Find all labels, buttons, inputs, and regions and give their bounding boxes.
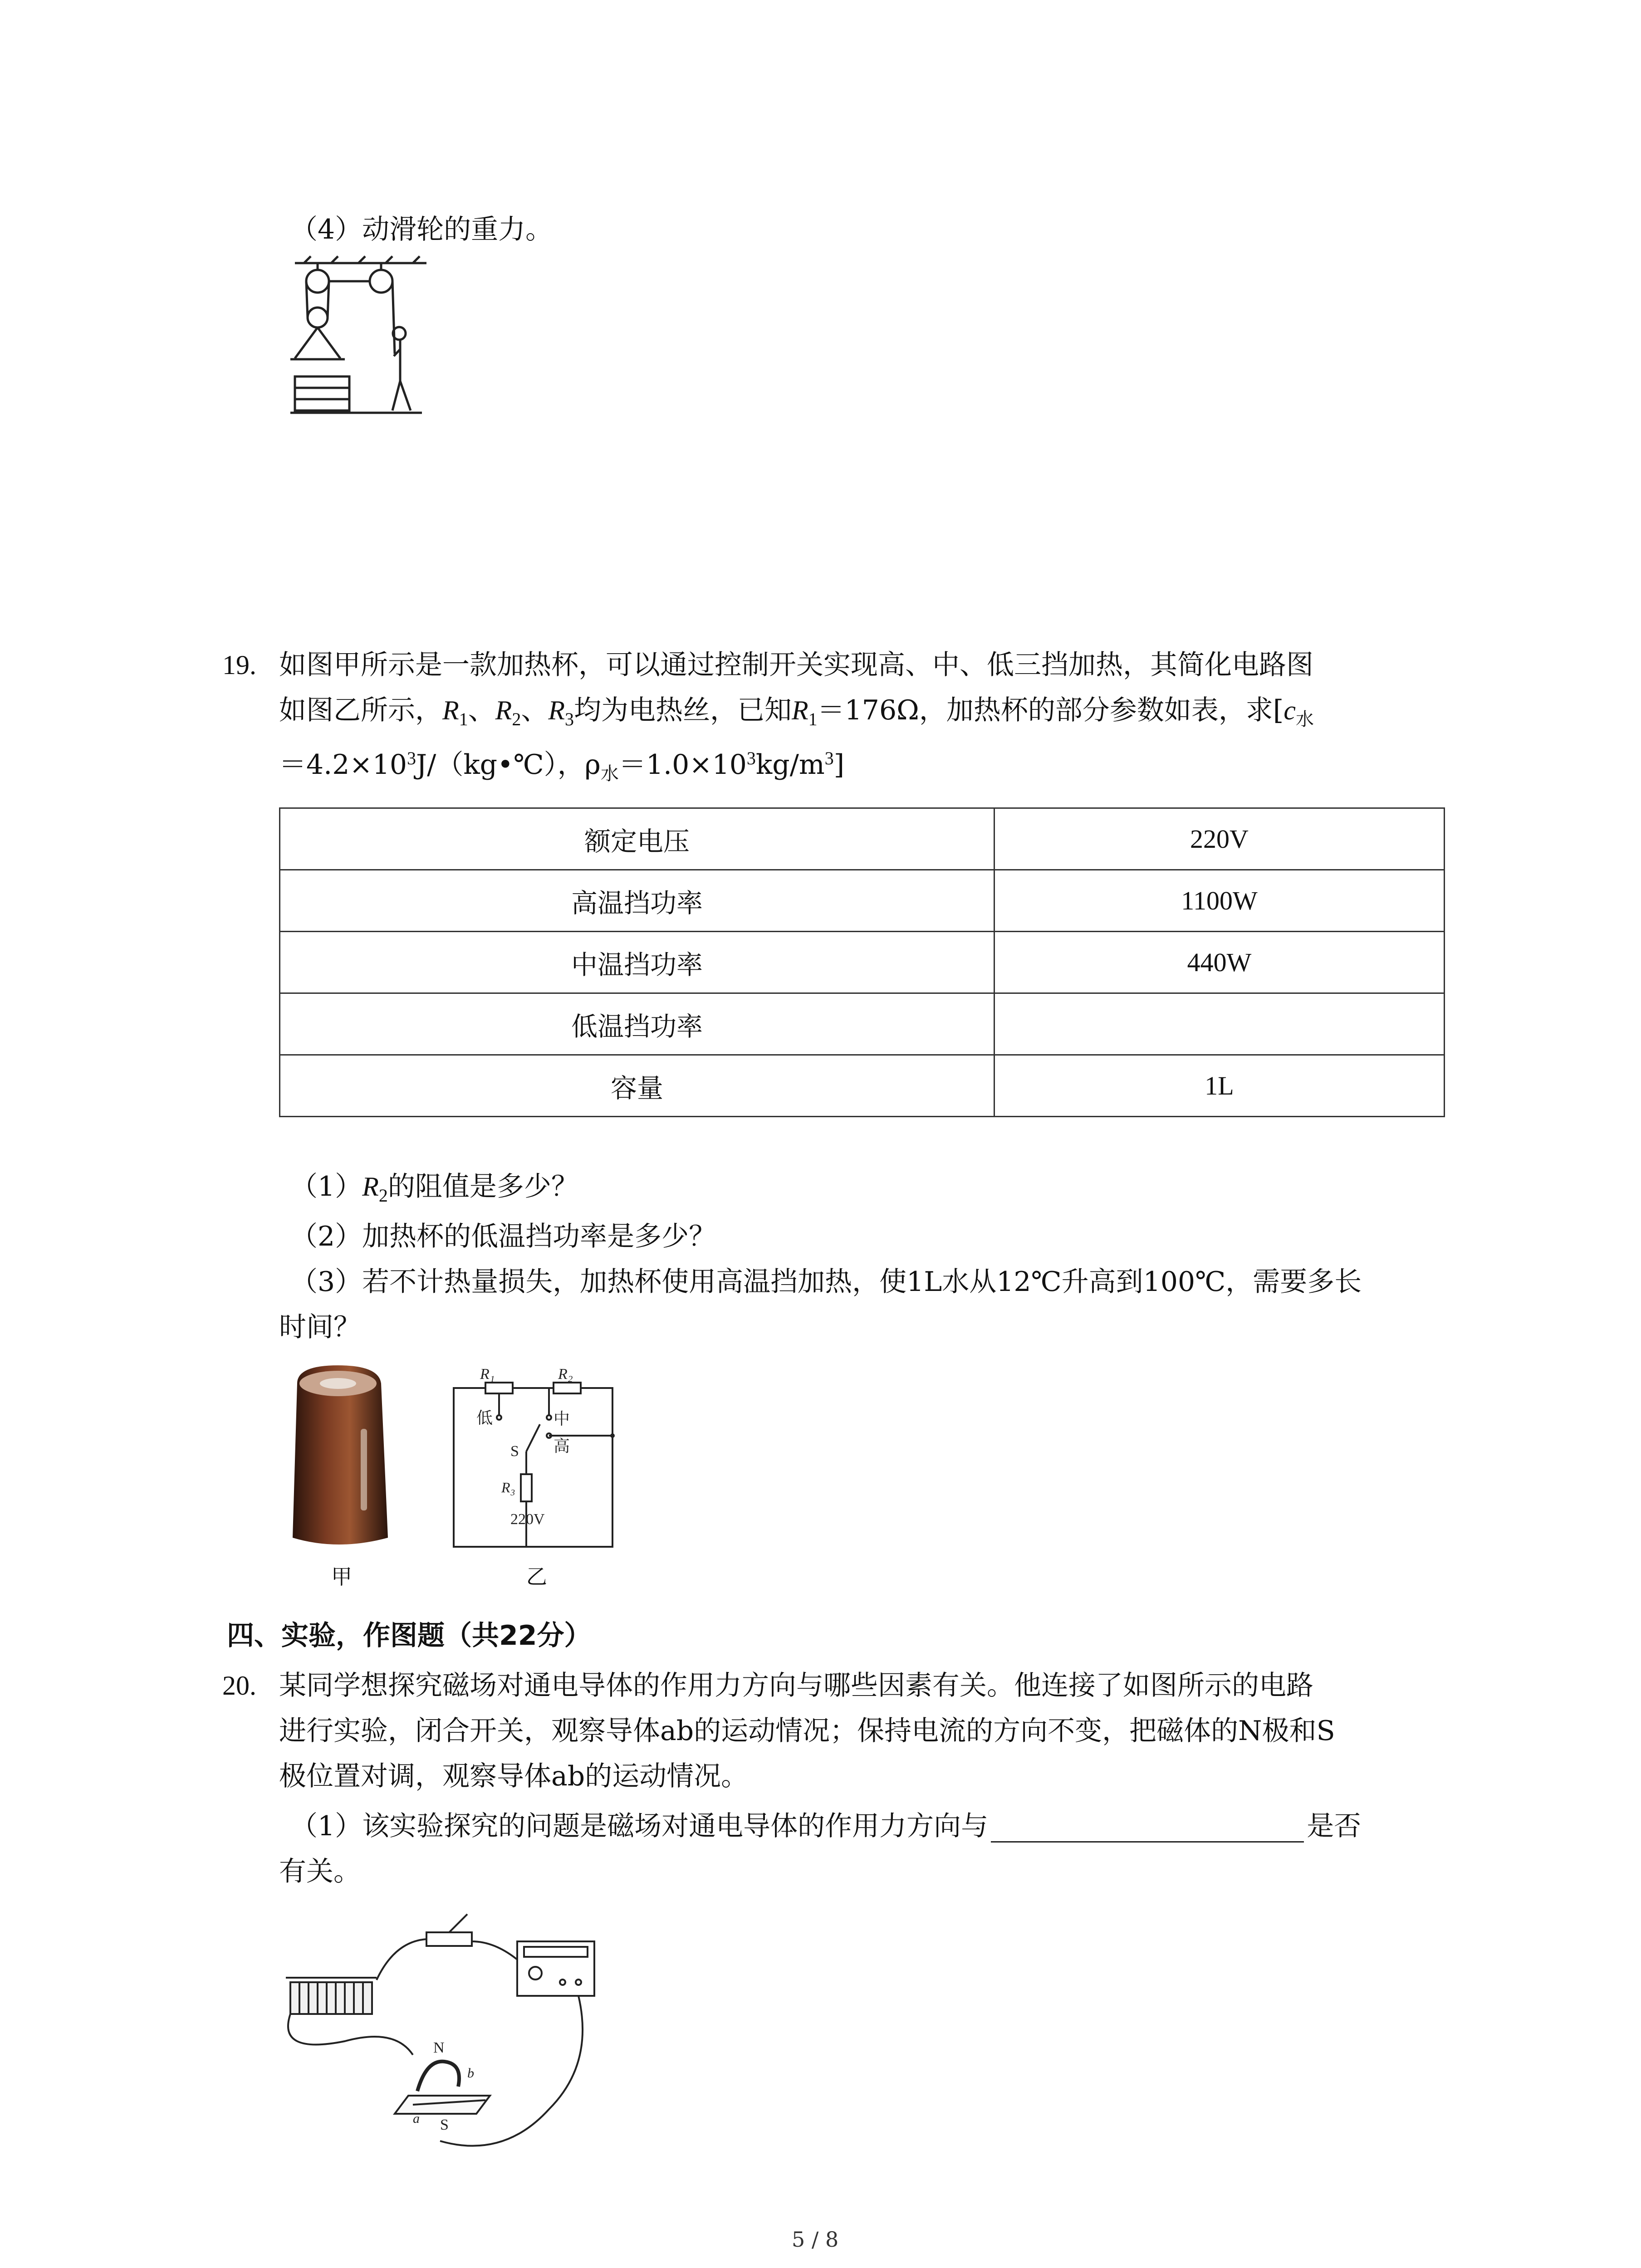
q19-sub3-line1: （3）若不计热量损失，加热杯使用高温挡加热，使1L水从12℃升高到100℃，需要多长	[290, 1266, 1362, 1298]
table-row	[280, 808, 1445, 870]
q20-line3: 极位置对调，观察导体ab的运动情况。	[279, 1760, 749, 1792]
circuit-r3-label: R₃	[501, 1479, 515, 1496]
circuit-r1-label: R₁	[480, 1366, 495, 1383]
table-cell-label: 高温挡功率	[280, 870, 994, 932]
circuit-mid-label: 中	[554, 1410, 570, 1428]
table-row	[280, 870, 1445, 932]
q19-line3-c: ＝1.0×10	[618, 749, 747, 781]
q19-sub1-text: 的阻值是多少？	[387, 1171, 578, 1202]
q20-number: 20.	[222, 1671, 256, 1701]
table-row	[280, 932, 1445, 993]
q19-line2-b: 均为电热丝，已知	[573, 694, 792, 726]
answer-blank[interactable]	[991, 1814, 1304, 1843]
circuit-voltage-label: 220V	[510, 1511, 545, 1528]
heating-cup-image	[279, 1356, 402, 1556]
table-cell-label: 低温挡功率	[280, 993, 994, 1055]
conductor-b-label: b	[467, 2066, 474, 2081]
table-cell-label: 容量	[280, 1055, 994, 1117]
q19-line3-a: ＝4.2×10	[279, 749, 407, 781]
magnet-n-label: N	[433, 2039, 445, 2056]
q18-sub4: （4）动滑轮的重力。	[290, 214, 553, 245]
q20-line2: 进行实验，闭合开关，观察导体ab的运动情况；保持电流的方向不变，把磁体的N极和S	[279, 1715, 1335, 1747]
q19-line3-d: kg/m	[755, 749, 825, 781]
pulley-figure	[281, 254, 431, 422]
table-cell-value	[994, 993, 1445, 1055]
table-cell-value: 220V	[994, 808, 1445, 870]
q19-line3-e: ]	[833, 749, 845, 781]
table-row	[280, 1055, 1445, 1117]
q20-line1: 某同学想探究磁场对通电导体的作用力方向与哪些因素有关。他连接了如图所示的电路	[279, 1670, 1313, 1701]
q20-sub1	[290, 1810, 1361, 1843]
circuit-r2-label: R₂	[558, 1366, 573, 1383]
q20-sub1-c: 有关。	[279, 1856, 361, 1887]
figure-yi-label: 乙	[526, 1564, 547, 1589]
circuit-switch-label: S	[510, 1443, 519, 1460]
magnet-s-label: S	[440, 2116, 449, 2133]
parameter-table	[279, 807, 1445, 1117]
conductor-a-label: a	[413, 2111, 420, 2126]
table-cell-value: 1100W	[994, 870, 1445, 932]
q19-line2-c: ＝176Ω，加热杯的部分参数如表，求[	[817, 694, 1284, 726]
table-cell-label: 额定电压	[280, 808, 994, 870]
q19-line3-b: J/（kg•℃），ρ	[416, 749, 601, 781]
table-cell-value: 1L	[994, 1055, 1445, 1117]
page-number: 5 / 8	[792, 2227, 839, 2252]
q19-line3: $=4.2\times 10^3J/(kg•℃)$，$\rho_水=1.0\times 10^3kg/m^3$]	[279, 748, 845, 784]
q19-line1: 如图甲所示是一款加热杯，可以通过控制开关实现高、中、低三挡加热，其简化电路图	[279, 649, 1313, 681]
table-row	[280, 993, 1445, 1055]
circuit-high-label: 高	[554, 1437, 570, 1456]
q19-sub3-line2: 时间？	[279, 1311, 361, 1343]
q19-number: 19.	[222, 650, 256, 680]
q20-sub1-b: 是否	[1307, 1810, 1362, 1842]
q19-sub2: （2）加热杯的低温挡功率是多少？	[290, 1221, 716, 1252]
q19-line2-a: 如图乙所示，	[279, 694, 442, 726]
apparatus-figure	[277, 1905, 622, 2150]
q19-line2: 如图乙所示，$R_1$、$R_2$、$R_3$均为电热丝，已知$R_1=176\Omega$，加热杯的部分参数如表，求[$c_水$	[279, 694, 1314, 730]
circuit-low-label: 低	[476, 1409, 493, 1427]
table-cell-label: 中温挡功率	[280, 932, 994, 993]
circuit-diagram	[449, 1356, 622, 1556]
q19-sub1: $(1)R_2$的阻值是多少？	[290, 1171, 578, 1206]
table-cell-value: 440W	[994, 932, 1445, 993]
section-heading: 四、实验，作图题（共22分）	[227, 1620, 592, 1652]
q20-sub1-a: （1）该实验探究的问题是磁场对通电导体的作用力方向与	[290, 1810, 989, 1842]
figure-jia-label: 甲	[331, 1564, 352, 1589]
